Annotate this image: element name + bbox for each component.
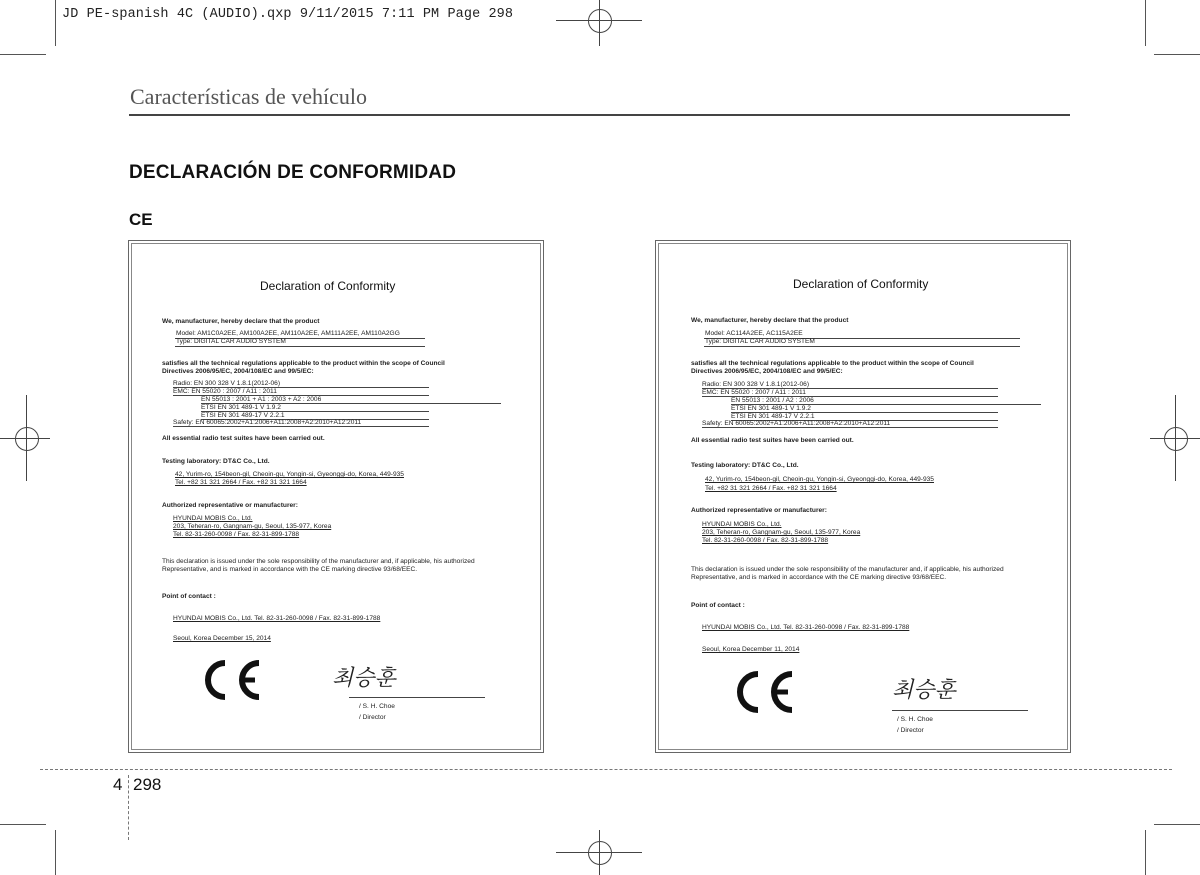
- doc-date: Seoul, Korea December 11, 2014: [702, 646, 800, 653]
- page-number: 298: [133, 775, 162, 794]
- doc-reg-emc2: EN 55013 : 2001 / A2 : 2006: [731, 397, 814, 404]
- ce-mark: [195, 658, 265, 702]
- doc-contact-label: Point of contact :: [162, 593, 216, 600]
- doc-lab-label: Testing laboratory: DT&C Co., Ltd.: [691, 462, 799, 469]
- print-slug: JD PE-spanish 4C (AUDIO).qxp 9/11/2015 7:11 PM Page 298: [62, 7, 514, 22]
- signature: 최승훈: [892, 678, 956, 703]
- doc-rep-addr: 203, Teheran-ro, Gangnam-gu, Seoul, 135-977, Korea: [702, 529, 861, 536]
- footer-divider: [128, 775, 129, 840]
- doc-signer-title: / Director: [359, 714, 386, 721]
- doc-lab-tel: Tel. +82 31 321 2664 / Fax. +82 31 321 1664: [705, 485, 837, 492]
- doc-decl-1: This declaration is issued under the sole responsibility of the manufacturer and, if applicable, his authorized: [162, 558, 475, 565]
- doc-reg-emc: EMC: EN 55020 : 2007 / A11 : 2011: [173, 388, 277, 395]
- doc-rep-label: Authorized representative or manufacturer:: [691, 507, 827, 514]
- doc-reg-radio: Radio: EN 300 328 V 1.8.1(2012-06): [702, 381, 810, 388]
- doc-satisfies-2: Directives 2006/95/EC, 2004/108/EC and 99/5/EC:: [691, 368, 843, 375]
- doc-signer-title: / Director: [897, 727, 924, 734]
- doc-suites: All essential radio test suites have been carried out.: [162, 435, 325, 442]
- doc-model: Model: AC114A2EE, AC115A2EE: [705, 330, 803, 337]
- doc-rep-tel: Tel. 82-31-260-0098 / Fax. 82-31-899-1788: [702, 537, 829, 544]
- doc-reg-safety: Safety: EN 60065:2002+A1:2006+A11:2008+A2:2010+A12:2011: [702, 420, 891, 427]
- doc-lab-label: Testing laboratory: DT&C Co., Ltd.: [162, 458, 270, 465]
- doc-rep-name: HYUNDAI MOBIS Co., Ltd.: [173, 515, 253, 522]
- signature: 최승훈: [332, 666, 396, 691]
- page-heading: DECLARACIÓN DE CONFORMIDAD: [129, 162, 457, 183]
- doc-suites: All essential radio test suites have been carried out.: [691, 437, 854, 444]
- doc-lab-tel: Tel. +82 31 321 2664 / Fax. +82 31 321 1664: [175, 479, 307, 486]
- doc-rep-name: HYUNDAI MOBIS Co., Ltd.: [702, 521, 782, 528]
- footer-rule: [40, 769, 1172, 770]
- doc-decl-1: This declaration is issued under the sole responsibility of the manufacturer and, if applicable, his authorized: [691, 566, 1004, 573]
- doc-contact: HYUNDAI MOBIS Co., Ltd. Tel. 82-31-260-0098 / Fax. 82-31-899-1788: [702, 624, 910, 631]
- doc-type: Type: DIGITAL CAR AUDIO SYSTEM: [176, 338, 286, 345]
- doc-decl-2: Representative, and is marked in accordance with the CE marking directive 93/68/EEC.: [691, 574, 947, 581]
- conformity-doc-right: [655, 240, 1071, 753]
- doc-lab-addr: 42, Yurim-ro, 154beon-gil, Cheoin-gu, Yongin-si, Gyeonggi-do, Korea, 449-935: [705, 476, 934, 483]
- doc-reg-safety: Safety: EN 60065:2002+A1:2006+A11:2008+A2:2010+A12:2011: [173, 419, 362, 426]
- doc-reg-emc4: ETSI EN 301 489-17 V 2.2.1: [201, 412, 285, 419]
- doc-signer: / S. H. Choe: [359, 703, 395, 710]
- doc-type: Type: DIGITAL CAR AUDIO SYSTEM: [705, 338, 815, 345]
- doc-reg-emc3: ETSI EN 301 489-1 V 1.9.2: [731, 405, 811, 412]
- doc-date: Seoul, Korea December 15, 2014: [173, 635, 271, 642]
- doc-decl-2: Representative, and is marked in accordance with the CE marking directive 93/68/EEC.: [162, 566, 418, 573]
- doc-reg-emc: EMC: EN 55020 : 2007 / A11 : 2011: [702, 389, 806, 396]
- doc-intro: We, manufacturer, hereby declare that the product: [691, 317, 849, 324]
- doc-rep-tel: Tel. 82-31-260-0098 / Fax. 82-31-899-1788: [173, 531, 300, 538]
- doc-title: Declaration of Conformity: [260, 279, 396, 293]
- doc-satisfies-1: satisfies all the technical regulations applicable to the product within the scope of Council: [691, 360, 974, 367]
- doc-reg-radio: Radio: EN 300 328 V 1.8.1(2012-06): [173, 380, 281, 387]
- header-rule: [129, 114, 1070, 116]
- doc-signer: / S. H. Choe: [897, 716, 933, 723]
- chapter-number: 4: [113, 775, 123, 794]
- ce-mark: [728, 669, 798, 715]
- doc-reg-emc2: EN 55013 : 2001 + A1 : 2003 + A2 : 2006: [201, 396, 322, 403]
- doc-satisfies-2: Directives 2006/95/EC, 2004/108/EC and 99/5/EC:: [162, 368, 314, 375]
- doc-rep-label: Authorized representative or manufacturer:: [162, 502, 298, 509]
- doc-contact: HYUNDAI MOBIS Co., Ltd. Tel. 82-31-260-0098 / Fax. 82-31-899-1788: [173, 615, 381, 622]
- conformity-doc-left: [128, 240, 544, 753]
- doc-satisfies-1: satisfies all the technical regulations applicable to the product within the scope of Council: [162, 360, 445, 367]
- doc-rep-addr: 203, Teheran-ro, Gangnam-gu, Seoul, 135-977, Korea: [173, 523, 332, 530]
- section-title: Características de vehículo: [130, 84, 368, 109]
- doc-title: Declaration of Conformity: [793, 277, 929, 291]
- doc-contact-label: Point of contact :: [691, 602, 745, 609]
- doc-intro: We, manufacturer, hereby declare that the product: [162, 318, 320, 325]
- ce-label: CE: [129, 210, 153, 229]
- doc-model: Model: AM1C0A2EE, AM100A2EE, AM110A2EE, AM111A2EE, AM110A2GG: [176, 330, 400, 337]
- doc-lab-addr: 42, Yurim-ro, 154beon-gil, Cheoin-gu, Yongin-si, Gyeonggi-do, Korea, 449-935: [175, 471, 404, 478]
- doc-reg-emc4: ETSI EN 301 489-17 V 2.2.1: [731, 413, 815, 420]
- doc-reg-emc3: ETSI EN 301 489-1 V 1.9.2: [201, 404, 281, 411]
